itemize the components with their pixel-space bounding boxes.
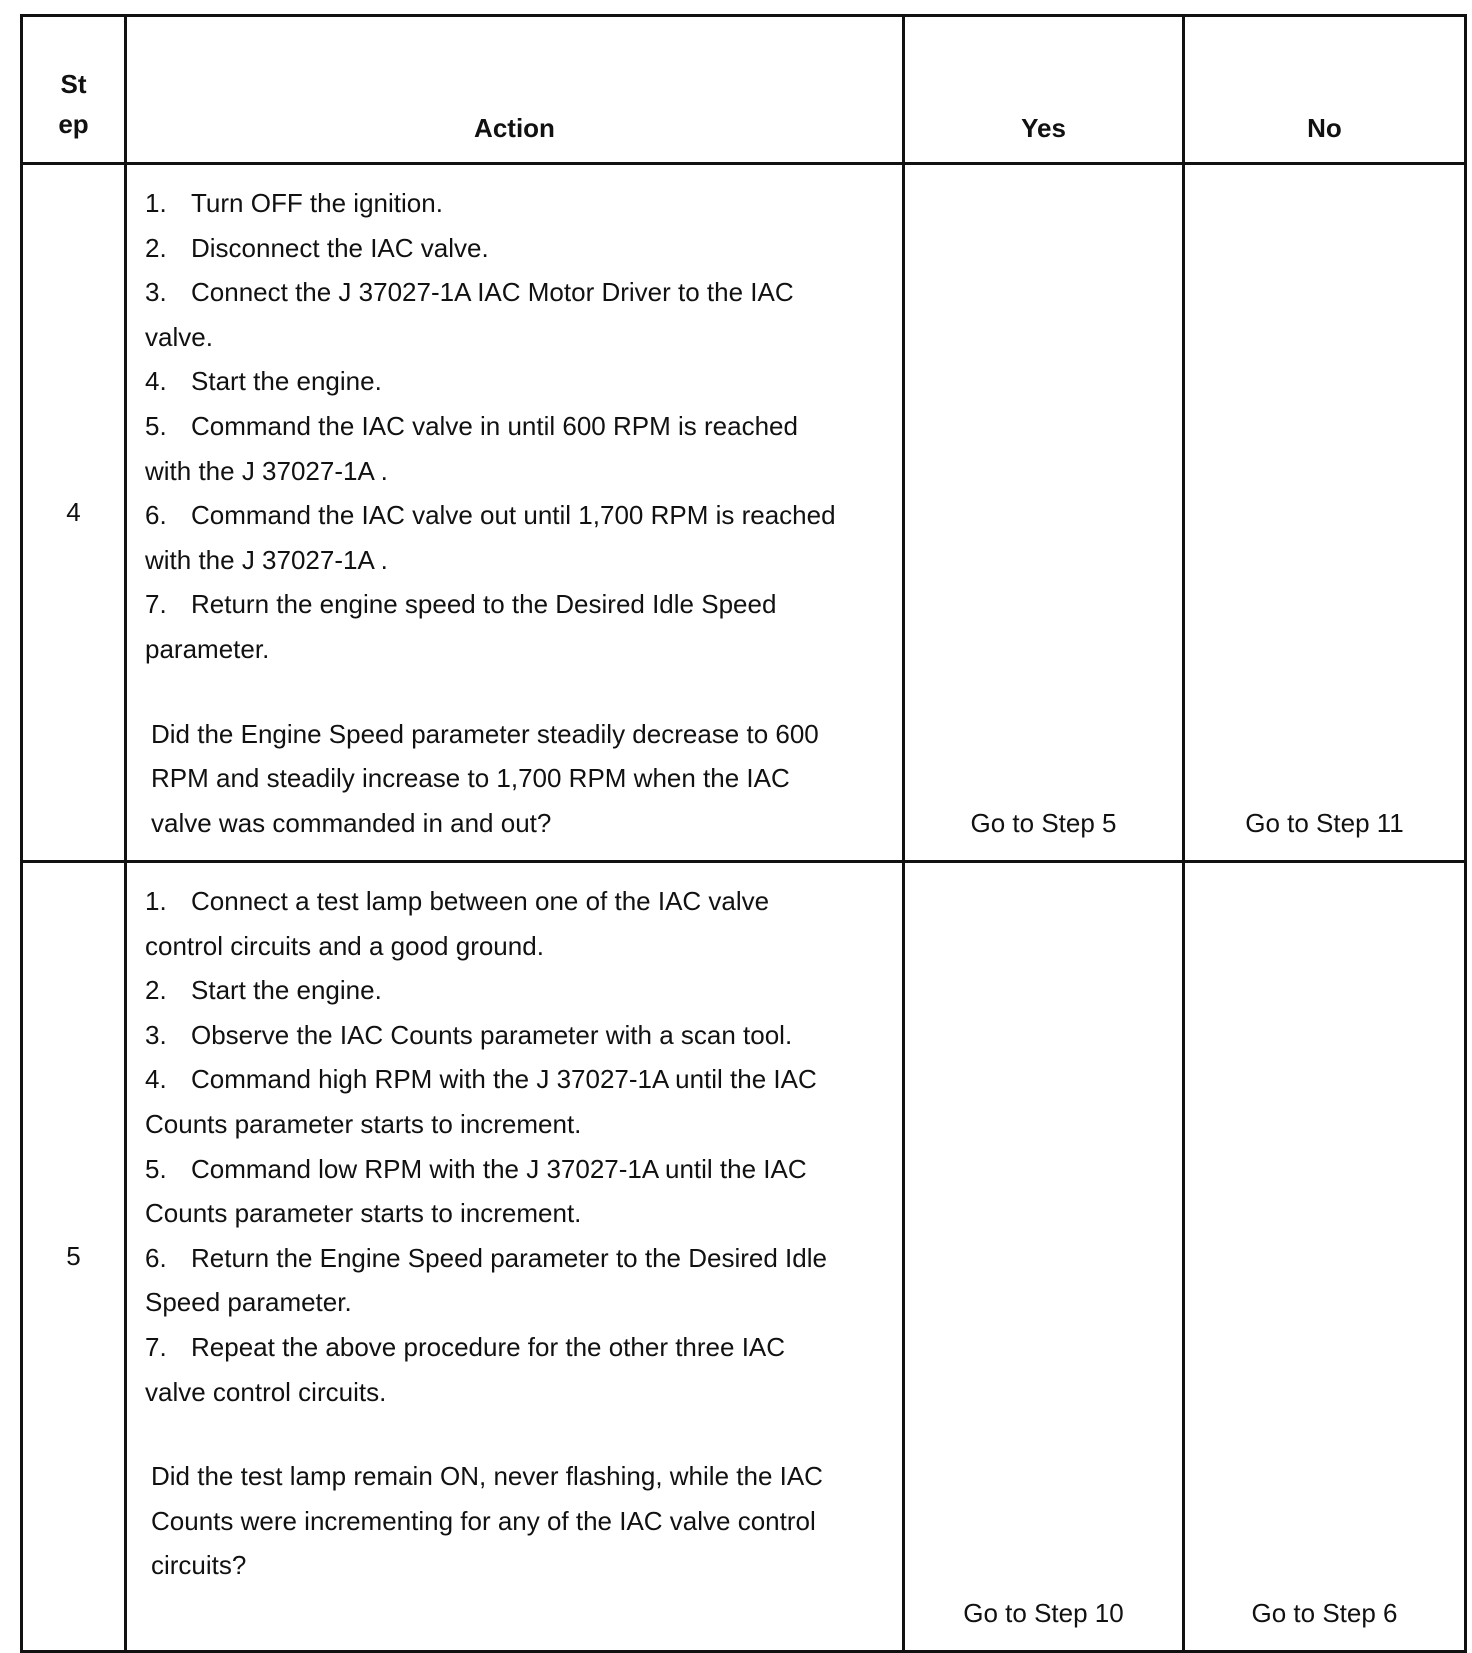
action-step: 4. Start the engine. (145, 366, 382, 397)
step-header-line-1: St (60, 69, 87, 99)
table-row (22, 862, 1466, 1652)
action-step: 5. Command the IAC valve in until 600 RPM is reached with the J 37027-1A . (145, 410, 798, 486)
yes-result: Go to Step 5 (904, 164, 1184, 862)
action-step: 2. Start the engine. (145, 975, 382, 1006)
step-number: 4 (22, 164, 126, 862)
no-result: Go to Step 6 (1184, 862, 1466, 1652)
action-step: 3. Connect the J 37027-1A IAC Motor Driver to the IAC valve. (145, 277, 794, 352)
action-cell (126, 862, 904, 1652)
yes-column-header: Yes (904, 16, 1184, 164)
action-column-header: Action (126, 16, 904, 164)
diagnostic-question: Did the test lamp remain ON, never flashing, while the IAC Counts were incrementing for any of the IAC valve control circuits? (151, 1461, 823, 1581)
action-step: 6. Command the IAC valve out until 1,700 RPM is reached with the J 37027-1A . (145, 500, 836, 575)
action-step: 5. Command low RPM with the J 37027-1A until the IAC Counts parameter starts to increment. (145, 1153, 807, 1229)
action-step: 1. Turn OFF the ignition. (145, 188, 443, 218)
diagnostic-table (20, 14, 1467, 1653)
step-number: 5 (22, 862, 126, 1652)
table-row (22, 164, 1466, 862)
action-step: 7. Repeat the above procedure for the other three IAC valve control circuits. (145, 1331, 786, 1407)
header-row (22, 16, 1466, 164)
step-header-line-2: ep (58, 109, 89, 139)
no-column-header: No (1184, 16, 1466, 164)
action-step: 6. Return the Engine Speed parameter to the Desired Idle Speed parameter. (145, 1242, 827, 1318)
action-step: 2. Disconnect the IAC valve. (145, 232, 489, 263)
action-step: 3. Observe the IAC Counts parameter with a scan tool. (145, 1019, 793, 1050)
diagnostic-question: Did the Engine Speed parameter steadily decrease to 600 RPM and steadily increase to 1,700 RPM when the IAC valve was commanded in and out? (151, 718, 819, 838)
action-cell (126, 164, 904, 862)
action-step: 1. Connect a test lamp between one of the IAC valve control circuits and a good ground. (145, 886, 770, 961)
action-step: 4. Command high RPM with the J 37027-1A until the IAC Counts parameter starts to increment. (145, 1064, 817, 1139)
action-step: 7. Return the engine speed to the Desired Idle Speed parameter. (145, 589, 777, 664)
yes-result: Go to Step 10 (904, 862, 1184, 1652)
step-column-header (22, 16, 126, 164)
no-result: Go to Step 11 (1184, 164, 1466, 862)
